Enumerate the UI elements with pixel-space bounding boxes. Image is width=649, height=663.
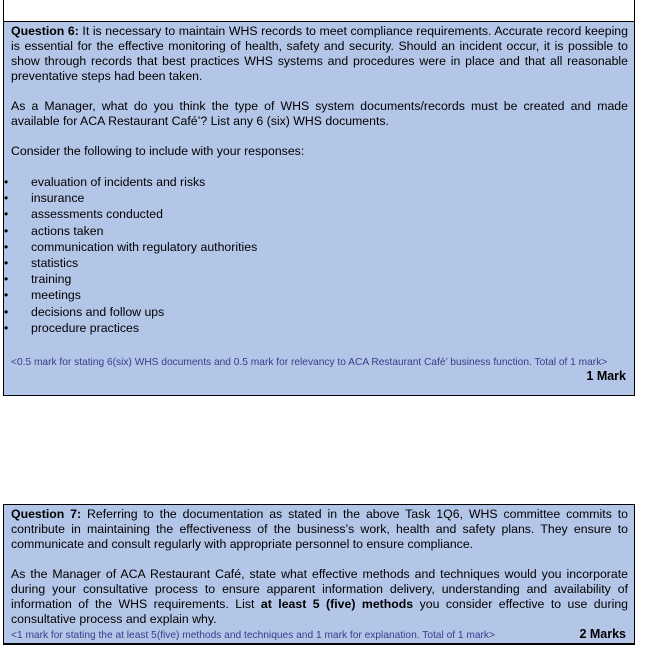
question-7-box xyxy=(3,504,635,644)
list-item: • assessments conducted xyxy=(11,206,628,222)
question-6-marks: 1 Mark xyxy=(586,369,626,384)
question-6-box xyxy=(3,21,635,396)
question-6-prompt: As a Manager, what do you think the type of WHS system documents/records must be created and made available for ACA Restaurant Café’? List any 6 (six) WHS documents. xyxy=(11,99,628,128)
answer-space-bottom[interactable] xyxy=(3,644,635,663)
question-6-list xyxy=(11,174,628,336)
list-item: • training xyxy=(11,271,628,287)
question-7-intro: Question 7: Referring to the documentation as stated in the above Task 1Q6, WHS committee commits to contribute in maintaining the effectiveness of the business’s work, health and safety plans. They ensure to communicate and consult regularly with appropriate personnel to ensure compliance. xyxy=(11,507,628,551)
list-item: • meetings xyxy=(11,287,628,303)
question-6-intro: Question 6: It is necessary to maintain WHS records to meet compliance requirements. Accurate record keeping is essential for the effective monitoring of health, safety and security. Should an incident occur, it is possible to show through records that best practices WHS systems and procedures were in place and that all reasonable preventative steps had been taken. xyxy=(11,24,628,83)
question-7-label: Question 7: xyxy=(11,507,82,521)
answer-space[interactable] xyxy=(3,396,635,504)
question-7-marks: 2 Marks xyxy=(579,627,626,641)
list-item: • actions taken xyxy=(11,223,628,239)
question-7-marking-note: <1 mark for stating the at least 5(five) methods and techniques and 1 mark for explanation. Total of 1 mark> xyxy=(11,630,495,641)
question-7-prompt: As the Manager of ACA Restaurant Café, state what effective methods and techniques would you incorporate during your consultative process to ensure apparent information delivery, understanding and availability of information of the WHS requirements. List at least 5 (five) methods you consider effective to use during consultative process and explain why. xyxy=(11,567,628,626)
question-6-marking-note: <0.5 mark for stating 6(six) WHS documents and 0.5 mark for relevancy to ACA Restaurant Café’ business function. Total of 1 mark> xyxy=(11,357,608,369)
list-item: • decisions and follow ups xyxy=(11,304,628,320)
list-item: • evaluation of incidents and risks xyxy=(11,174,628,190)
question-6-consider: Consider the following to include with your responses: xyxy=(11,144,305,158)
list-item: • communication with regulatory authorities xyxy=(11,239,628,255)
list-item: • statistics xyxy=(11,255,628,271)
question-6-label: Question 6: xyxy=(11,24,79,38)
list-item: • insurance xyxy=(11,190,628,206)
list-item: • procedure practices xyxy=(11,320,628,336)
